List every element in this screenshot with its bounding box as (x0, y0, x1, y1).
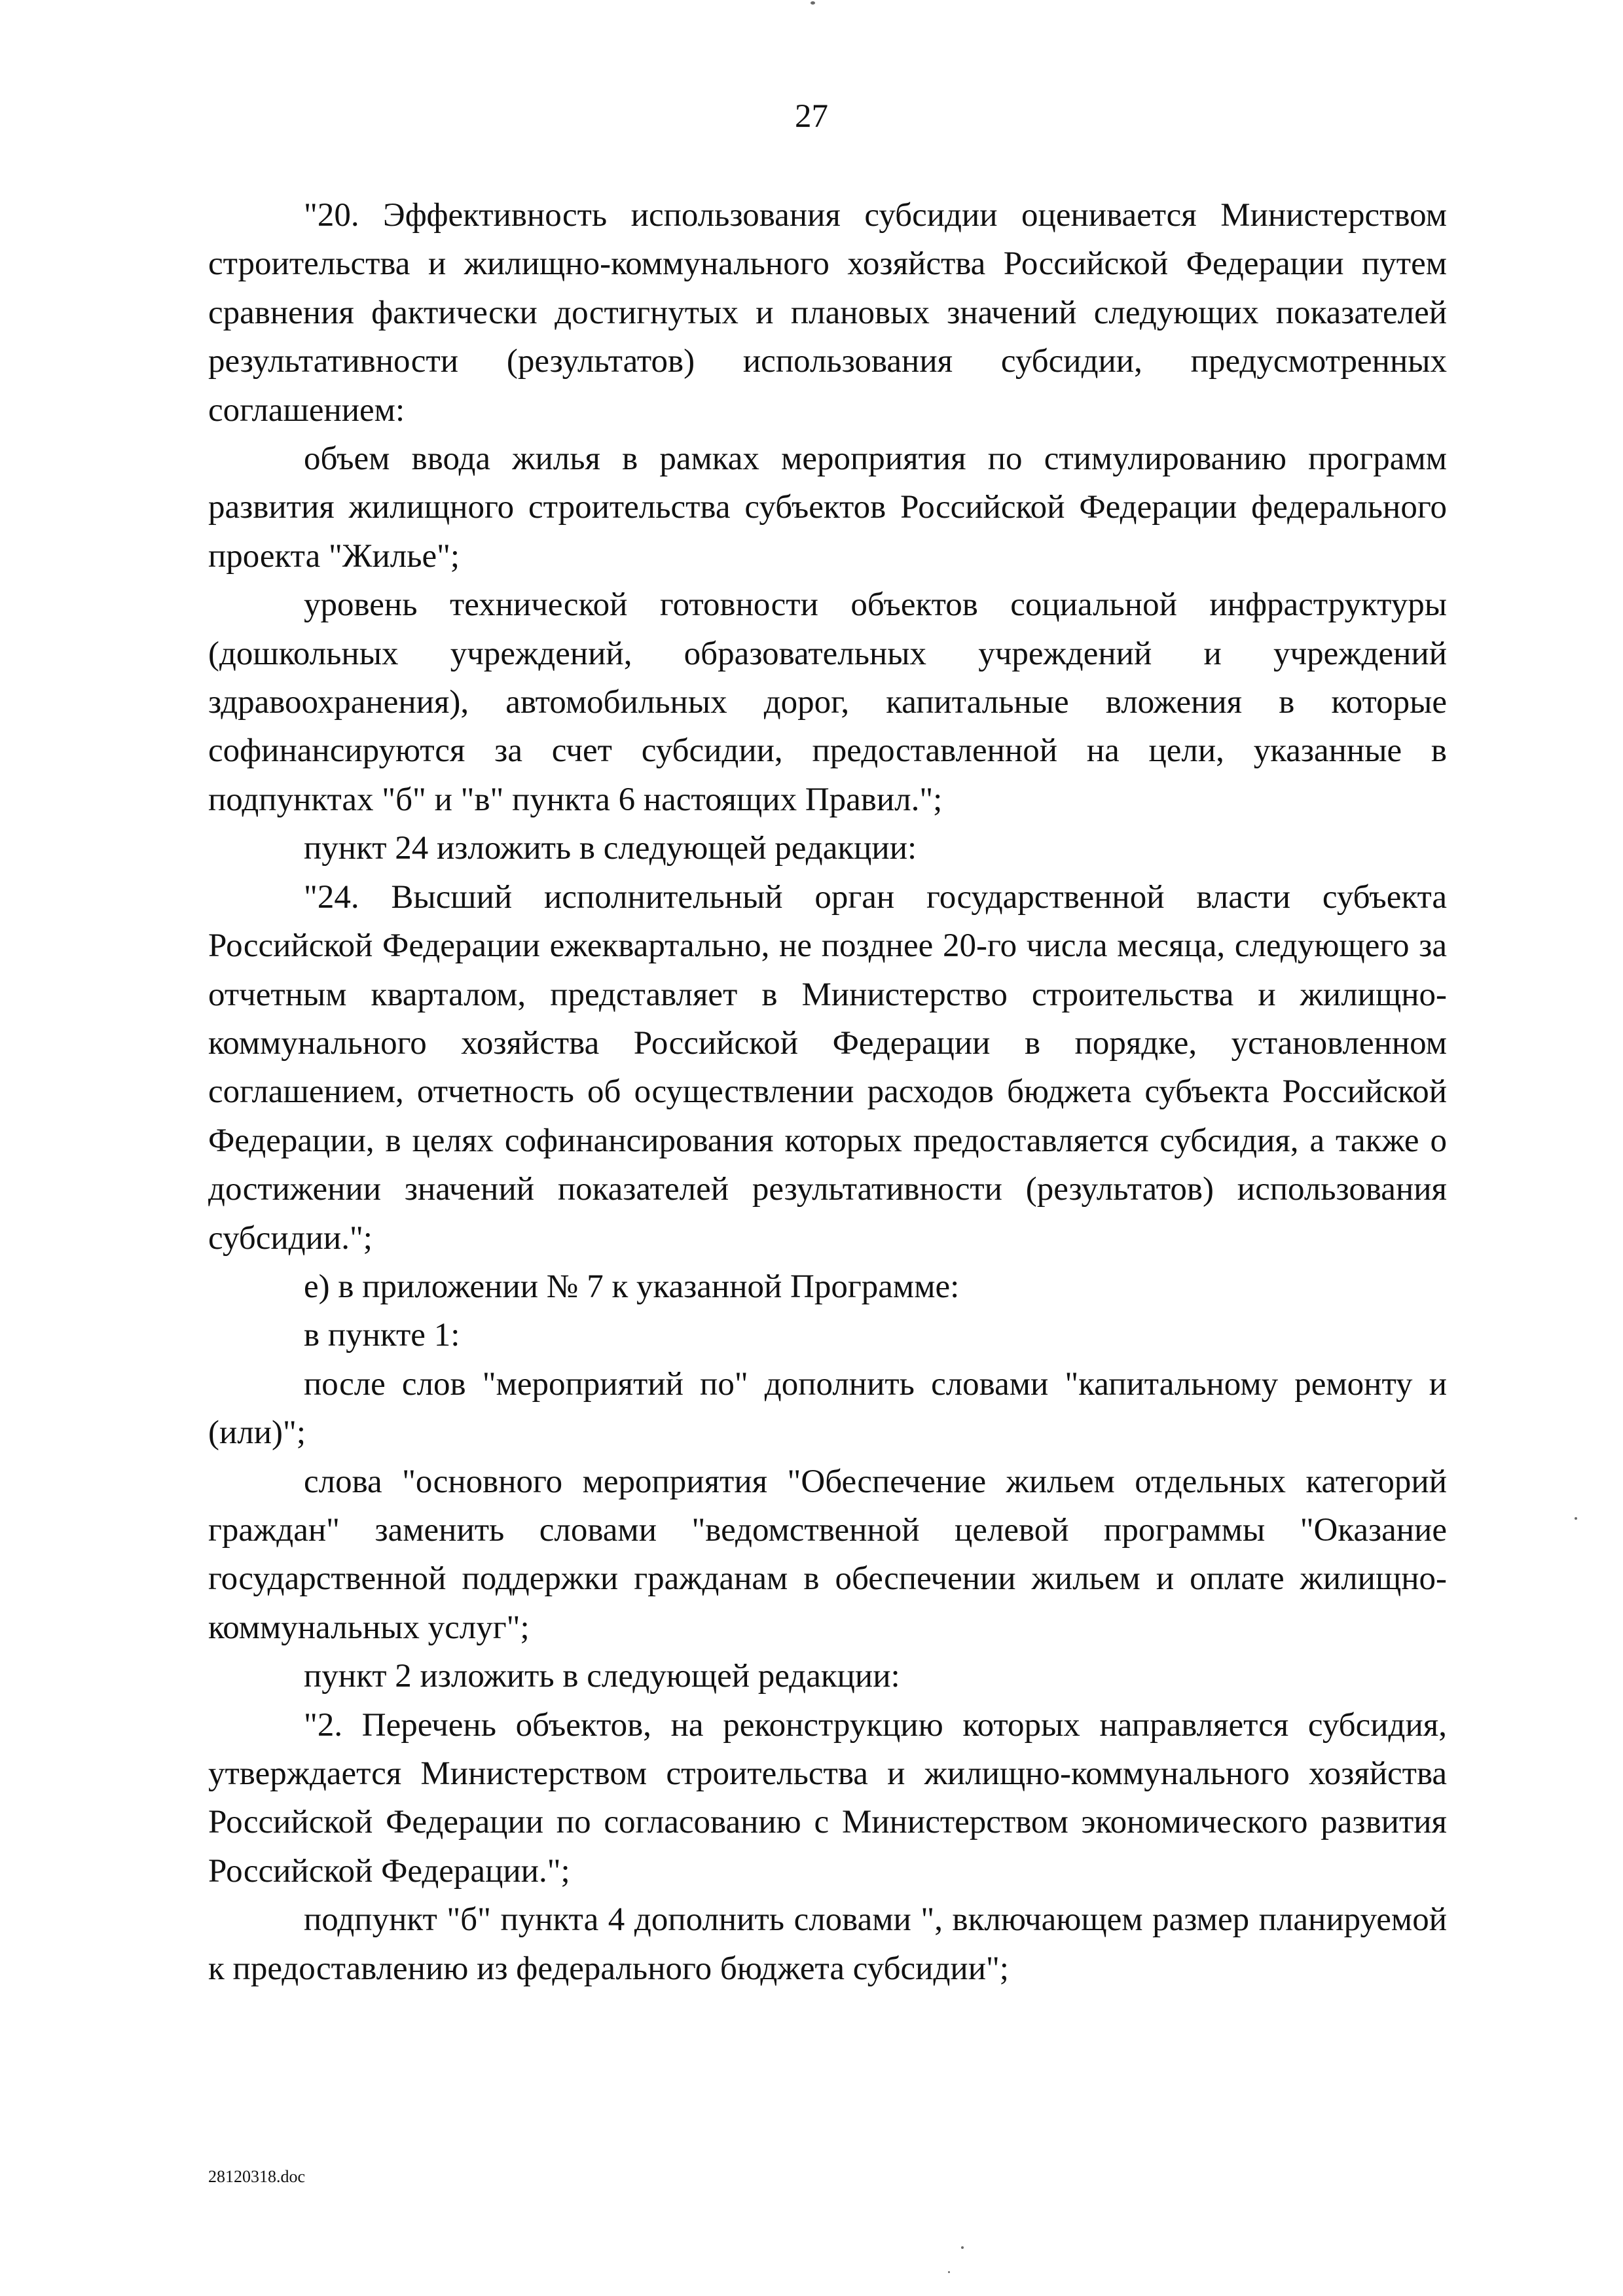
paragraph: пункт 24 изложить в следующей редакции: (304, 830, 917, 867)
scan-speck (961, 2246, 964, 2249)
paragraph: после слов "мероприятий по" дополнить словами "капитальному ремонту и (или)"; (208, 1365, 1447, 1452)
page-number: 27 (795, 98, 828, 135)
document-filename: 28120318.doc (208, 2167, 306, 2186)
scan-speck (1575, 1517, 1577, 1520)
paragraph: объем ввода жилья в рамках мероприятия по стимулированию программ развития жилищного строительства субъектов Российской Федерации федерального проекта "Жилье"; (208, 440, 1447, 575)
paragraph: уровень технической готовности объектов социальной инфраструктуры (дошкольных учреждений, образовательных учреждений и учреждений здравоохранения), автомобильных дорог, капитальные вложения в которые софинансируются за счет субсидии, предоставленной на цели, указанные в подпунктах "б" и "в" пункта 6 настоящих Правил."; (208, 586, 1447, 818)
scan-speck (948, 2271, 950, 2273)
paragraph: в пункте 1: (304, 1317, 460, 1354)
paragraph: пункт 2 изложить в следующей редакции: (304, 1658, 900, 1695)
scan-speck (811, 1, 815, 5)
paragraph: "24. Высший исполнительный орган государственной власти субъекта Российской Федерации ежеквартально, не позднее 20-го числа месяца, следующего за отчетным кварталом, представляет в Министерство строительства и жилищно-коммунального хозяйства Российской Федерации в порядке, установленном соглашением, отчетность об осуществлении расходов бюджета субъекта Российской Федерации, в целях софинансирования которых предоставляется субсидия, а также о достижении значений показателей результативности (результатов) использования субсидии."; (208, 878, 1447, 1257)
document-body (208, 191, 1447, 1993)
paragraph: "2. Перечень объектов, на реконструкцию которых направляется субсидия, утверждается Министерством строительства и жилищно-коммунального хозяйства Российской Федерации по согласованию с Министерством экономического развития Российской Федерации."; (208, 1706, 1447, 1890)
paragraph: е) в приложении № 7 к указанной Программе: (304, 1268, 960, 1305)
paragraph: "20. Эффективность использования субсидии оценивается Министерством строительства и жилищно-коммунального хозяйства Российской Федерации путем сравнения фактически достигнутых и плановых значений следующих показателей результативности (результатов) использования субсидии, предусмотренных соглашением: (208, 197, 1447, 429)
paragraph: слова "основного мероприятия "Обеспечение жильем отдельных категорий граждан" заменить словами "ведомственной целевой программы "Оказание государственной поддержки гражданам в обеспечении жильем и оплате жилищно-коммунальных услуг"; (208, 1463, 1447, 1646)
paragraph: подпункт "б" пункта 4 дополнить словами ", включающем размер планируемой к предоставлению из федерального бюджета субсидии"; (208, 1901, 1447, 1987)
